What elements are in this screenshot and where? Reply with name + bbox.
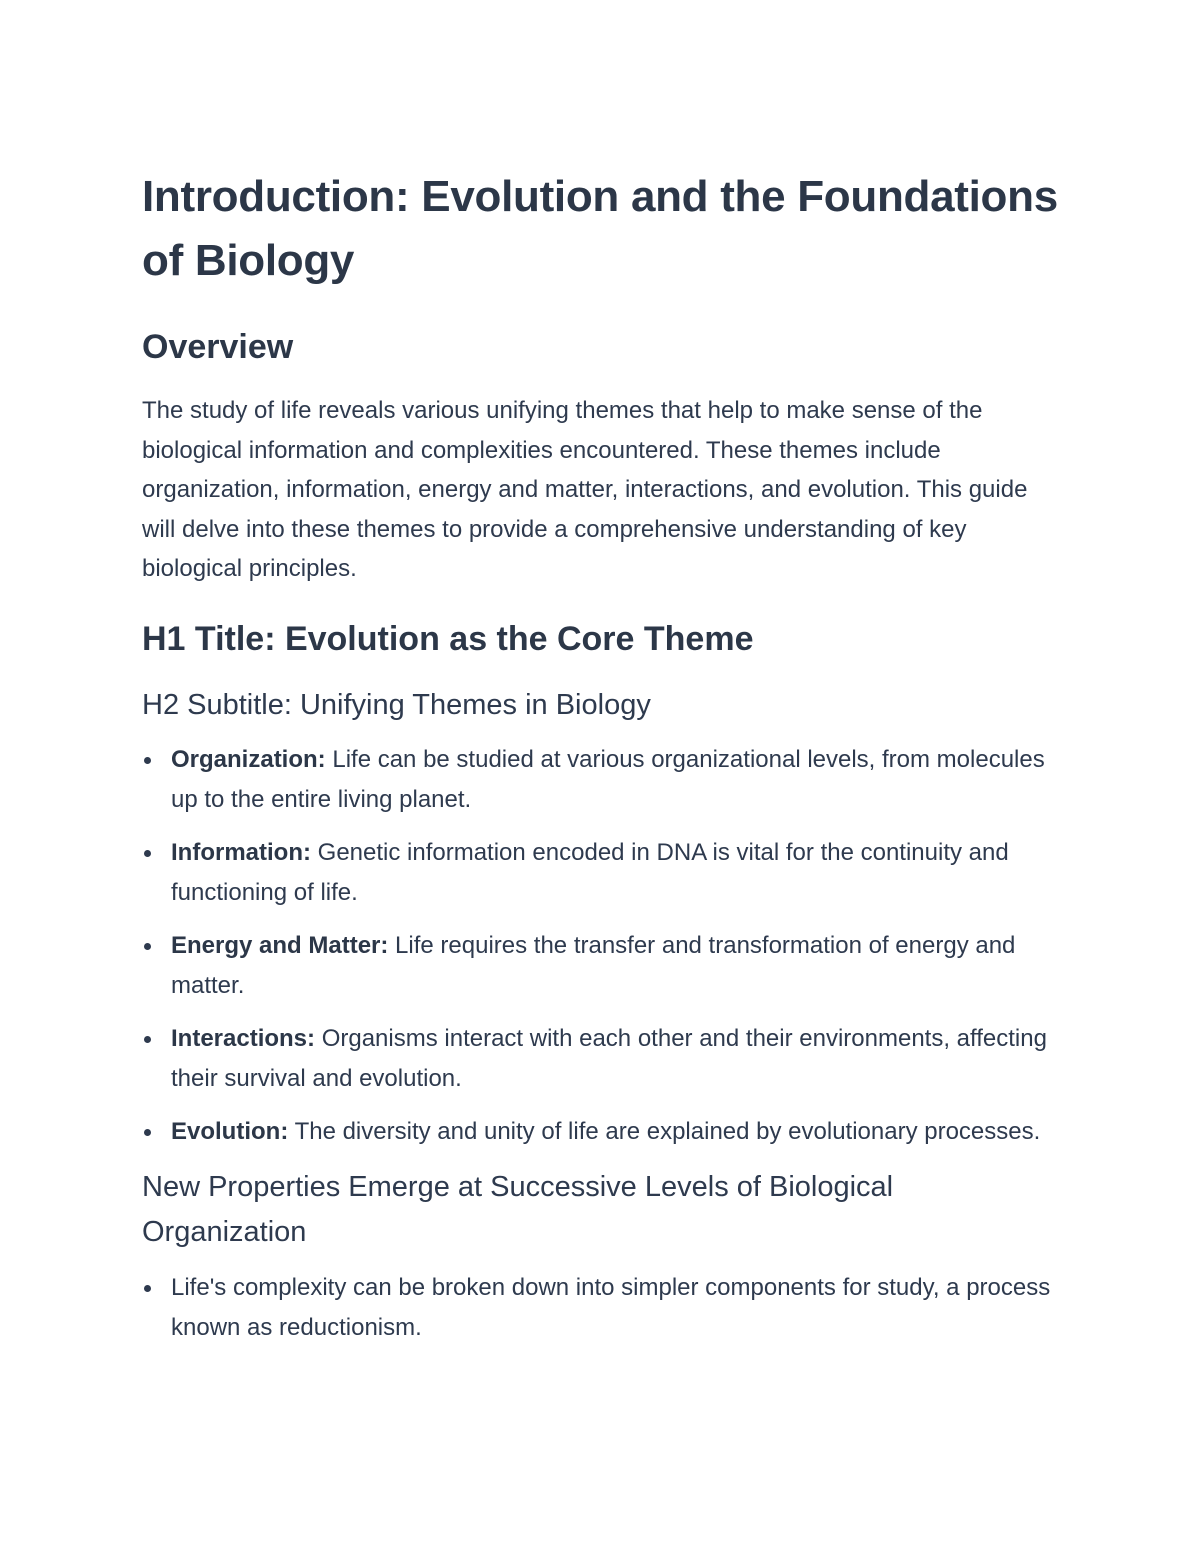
bullet-icon (144, 757, 151, 764)
bullet-icon (144, 1285, 151, 1292)
bullet-icon (144, 1129, 151, 1136)
list-item (142, 1019, 1062, 1099)
emergent-properties-list (142, 1268, 1062, 1348)
list-item-text: Life's complexity can be broken down into simpler components for study, a process known as reductionism. (171, 1273, 1051, 1341)
section-heading-emergent-properties: New Properties Emerge at Successive Levels of Biological Organization (142, 1170, 894, 1248)
list-item (142, 1112, 1062, 1152)
unifying-themes-list (142, 740, 1062, 1152)
theme-term: Evolution: (171, 1117, 289, 1145)
section-heading-evolution-core: H1 Title: Evolution as the Core Theme (142, 619, 754, 658)
list-item (142, 833, 1062, 913)
overview-paragraph: The study of life reveals various unifying themes that help to make sense of the biological information and complexities encountered. These themes include organization, information, energy and matter, interactions, and evolution. This guide will delve into these themes to provide a comprehensive understanding of key biological principles. (142, 397, 1028, 582)
bullet-icon (144, 943, 151, 950)
theme-term: Organization: (171, 745, 326, 773)
theme-term: Information: (171, 838, 311, 866)
list-item (142, 926, 1062, 1006)
theme-term: Interactions: (171, 1024, 316, 1052)
theme-description: The diversity and unity of life are explained by evolutionary processes. (288, 1117, 1041, 1145)
bullet-icon (144, 850, 151, 857)
bullet-icon (144, 1036, 151, 1043)
document-title: Introduction: Evolution and the Foundations of Biology (142, 172, 1058, 285)
theme-description: Life requires the transfer and transformation of energy and matter. (171, 931, 1016, 999)
list-item (142, 1268, 1062, 1348)
theme-term: Energy and Matter: (171, 931, 389, 959)
document-page (142, 165, 1062, 1361)
theme-description: Life can be studied at various organizational levels, from molecules up to the entire living planet. (171, 745, 1045, 813)
theme-description: Organisms interact with each other and their environments, affecting their survival and evolution. (171, 1024, 1047, 1092)
subsection-heading-unifying-themes: H2 Subtitle: Unifying Themes in Biology (142, 688, 651, 721)
overview-heading: Overview (142, 328, 294, 366)
theme-description: Genetic information encoded in DNA is vital for the continuity and functioning of life. (171, 838, 1009, 906)
list-item (142, 740, 1062, 820)
